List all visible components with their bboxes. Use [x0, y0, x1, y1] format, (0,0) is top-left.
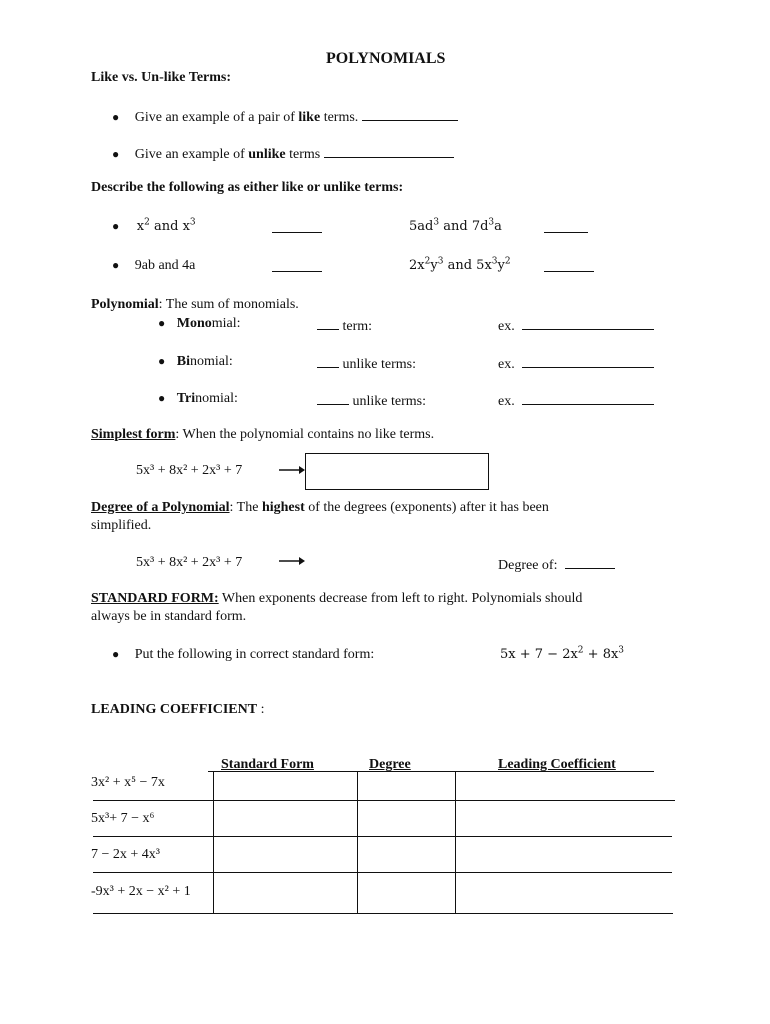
standard-form-task-expression: [500, 647, 624, 662]
degree-of-label: Degree of:: [498, 558, 558, 573]
describe-item-1: [112, 219, 196, 235]
describe-item-4: [409, 258, 511, 273]
monomial-count-blank[interactable]: [317, 316, 339, 330]
like-q-pre: Give an example of a pair of: [134, 110, 299, 125]
bullet-icon: ●: [112, 647, 120, 661]
describe-item-1-blank[interactable]: [272, 219, 322, 233]
standard-form-task: [112, 647, 374, 663]
table-row-line: [93, 913, 673, 914]
describe-item-3-blank[interactable]: [544, 219, 588, 233]
exponent: 3: [433, 217, 440, 228]
term-a: a: [494, 219, 502, 234]
table-row-polynomial: 5x³+ 7 − x⁶: [91, 811, 155, 826]
degree-definition-line2: simplified.: [91, 518, 152, 533]
bullet-icon: ●: [158, 391, 166, 405]
term: y: [430, 258, 438, 273]
describe-item-4-blank[interactable]: [544, 258, 594, 272]
degree-def-pre: : The: [229, 500, 262, 515]
exponent: 2: [504, 256, 511, 267]
monomial-row: [158, 316, 241, 332]
standard-form-def: When exponents decrease from left to right. Polynomials should: [218, 591, 583, 606]
and-word: and: [153, 219, 179, 234]
exponent: 3: [491, 256, 498, 267]
ex-label: ex.: [498, 319, 515, 334]
like-unlike-heading: Like vs. Un-like Terms:: [91, 70, 232, 85]
tri-count-text: unlike terms:: [352, 394, 426, 409]
degree-expression: 5x³ + 8x² + 2x³ + 7: [136, 555, 243, 570]
describe-item-2-blank[interactable]: [272, 258, 322, 272]
ex-label: ex.: [498, 394, 515, 409]
exponent: 2: [577, 645, 584, 656]
monomial-example-blank[interactable]: [522, 316, 654, 330]
table-row-line: [93, 872, 672, 873]
bullet-icon: ●: [112, 219, 120, 233]
exponent: 3: [488, 217, 495, 228]
unlike-q-post: terms: [285, 147, 321, 162]
mono-count-text: term:: [342, 319, 373, 334]
leading-coefficient-heading: [91, 702, 264, 718]
bi-bold: Bi: [176, 354, 190, 369]
binomial-row: [158, 354, 233, 370]
binomial-count: [317, 354, 416, 373]
term: y: [497, 258, 505, 273]
ex-label: ex.: [498, 357, 515, 372]
degree-def-bold: highest: [261, 500, 305, 515]
table-header-leading-coefficient: Leading Coefficient: [498, 757, 616, 772]
standard-form-definition: [91, 591, 582, 607]
like-q-post: terms.: [320, 110, 359, 125]
table-column-divider: [455, 771, 456, 914]
polynomial-definition: [91, 297, 299, 313]
simplest-form-label: Simplest form: [91, 427, 176, 442]
bullet-icon: ●: [158, 316, 166, 330]
degree-label: Degree of a Polynomial: [91, 500, 230, 515]
degree-of-row: [498, 555, 615, 574]
arrow-right-icon: [279, 556, 305, 566]
bullet-icon: ●: [158, 354, 166, 368]
polynomial-label: Polynomial: [91, 297, 159, 312]
binomial-example: [498, 354, 654, 373]
monomial-count: [317, 316, 372, 335]
and-word: and: [443, 219, 468, 234]
table-row-polynomial: 3x² + x⁵ − 7x: [91, 775, 165, 790]
term-x: x: [136, 219, 145, 234]
simplest-form-expression: 5x³ + 8x² + 2x³ + 7: [136, 463, 243, 478]
describe-heading: Describe the following as either like or unlike terms:: [91, 180, 404, 195]
table-header-degree: Degree: [369, 757, 411, 772]
term-7d: 7d: [471, 219, 489, 234]
simplest-form-answer-box[interactable]: [305, 453, 489, 490]
simplest-form-definition: [91, 427, 434, 443]
like-example-question: [112, 107, 458, 126]
monomial-example: [498, 316, 654, 335]
table-column-divider: [357, 771, 358, 914]
page-title: POLYNOMIALS: [326, 50, 446, 67]
polynomial-def-text: : The sum of monomials.: [158, 297, 299, 312]
standard-form-task-text: Put the following in correct standard form:: [134, 647, 375, 662]
bullet-icon: ●: [112, 110, 120, 124]
term: 2x: [409, 258, 425, 273]
table-row-polynomial: 7 − 2x + 4x³: [91, 847, 160, 862]
term-x: x: [182, 219, 190, 234]
degree-of-blank[interactable]: [565, 555, 615, 569]
trinomial-example-blank[interactable]: [522, 391, 654, 405]
trinomial-count-blank[interactable]: [317, 391, 349, 405]
like-q-bold: like: [298, 110, 321, 125]
table-column-divider: [213, 771, 214, 914]
unlike-example-question: [112, 144, 454, 163]
degree-def-post: of the degrees (exponents) after it has been: [304, 500, 549, 515]
unlike-example-answer-blank[interactable]: [324, 144, 454, 158]
exponent: 2: [424, 256, 431, 267]
term-5ad: 5ad: [409, 219, 434, 234]
unlike-q-pre: Give an example of: [134, 147, 249, 162]
tri-rest: nomial:: [195, 391, 238, 406]
exponent: 3: [189, 217, 196, 228]
bullet-icon: ●: [112, 147, 120, 161]
leading-colon: :: [257, 702, 265, 717]
table-row-line: [93, 836, 672, 837]
standard-form-definition-line2: always be in standard form.: [91, 609, 247, 624]
exponent: 3: [618, 645, 625, 656]
simplest-form-def: : When the polynomial contains no like terms.: [175, 427, 435, 442]
mono-bold: Mono: [176, 316, 212, 331]
bullet-icon: ●: [112, 258, 120, 272]
trinomial-count: [317, 391, 426, 410]
unlike-q-bold: unlike: [248, 147, 286, 162]
describe-item-2: [112, 258, 195, 274]
tri-bold: Tri: [176, 391, 196, 406]
and-word: and: [447, 258, 473, 273]
exponent: 3: [437, 256, 444, 267]
binomial-count-blank[interactable]: [317, 354, 339, 368]
table-row-line: [93, 800, 675, 801]
table-header-standard-form: Standard Form: [221, 757, 314, 772]
trinomial-example: [498, 391, 654, 410]
bi-rest: nomial:: [189, 354, 233, 369]
describe-item-3: [409, 219, 502, 234]
leading-coefficient-label: LEADING COEFFICIENT: [91, 702, 258, 717]
expr-part: 5x + 7 − 2x: [500, 647, 578, 662]
mono-rest: mial:: [211, 316, 241, 331]
bi-count-text: unlike terms:: [342, 357, 416, 372]
arrow-right-icon: [279, 465, 305, 475]
standard-form-label: STANDARD FORM:: [91, 591, 219, 606]
table-row-polynomial: -9x³ + 2x − x² + 1: [91, 884, 191, 899]
binomial-example-blank[interactable]: [522, 354, 654, 368]
exponent: 2: [144, 217, 150, 228]
trinomial-row: [158, 391, 238, 407]
like-example-answer-blank[interactable]: [362, 107, 458, 121]
expr-part: + 8x: [583, 647, 619, 662]
degree-definition: [91, 500, 549, 516]
item-2-text: 9ab and 4a: [134, 258, 196, 273]
term: 5x: [476, 258, 492, 273]
